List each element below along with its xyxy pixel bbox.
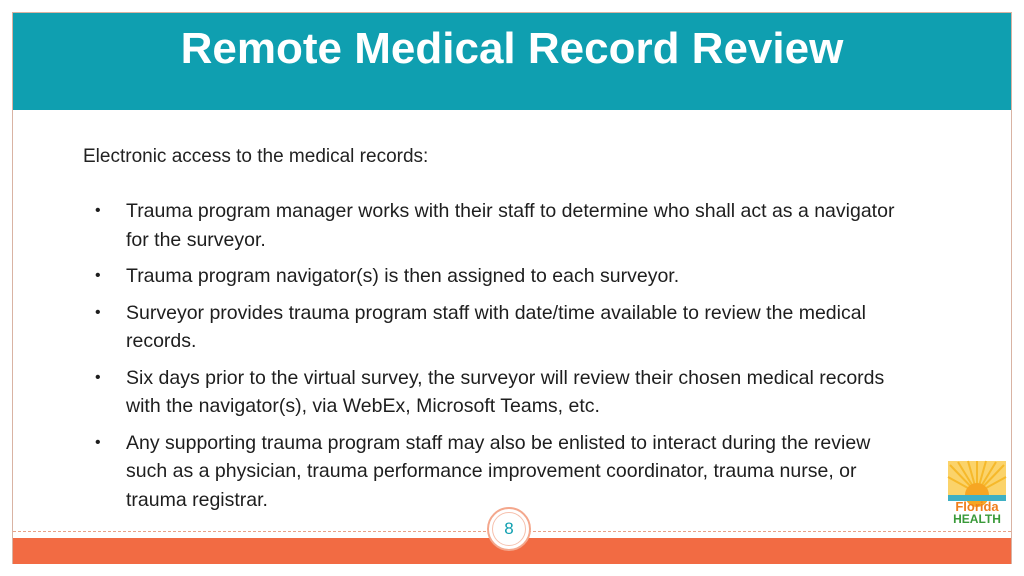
logo-line1: Florida (955, 499, 999, 514)
bullet-text: Any supporting trauma program staff may also be enlisted to interact during the review such as a physician, trauma performance improvement coordinator, trauma nurse, or trauma registrar. (126, 431, 871, 511)
bullet-icon: • (95, 202, 101, 219)
logo-line2: HEALTH (953, 512, 1001, 525)
bullet-text: Six days prior to the virtual survey, the surveyor will review their chosen medical records with the navigator(s), via WebEx, Microsoft Teams, etc. (126, 366, 885, 417)
intro-text: Electronic access to the medical records: (83, 146, 429, 167)
bullet-icon: • (95, 433, 101, 451)
page-number: 8 (492, 512, 526, 546)
page-number-badge (487, 507, 531, 551)
florida-health-logo (946, 459, 1008, 525)
list-item (95, 299, 915, 356)
bullet-icon: • (95, 267, 101, 284)
bullet-icon: • (95, 368, 101, 386)
slide-title: Remote Medical Record Review (180, 24, 844, 73)
bullet-list (95, 197, 915, 522)
bullet-text: Trauma program manager works with their staff to determine who shall act as a navigator for the surveyor. (126, 200, 895, 251)
bullet-text: Surveyor provides trauma program staff with date/time available to review the medical records. (126, 301, 866, 352)
list-item (95, 364, 915, 421)
list-item (95, 197, 915, 254)
bullet-icon: • (95, 303, 101, 321)
bullet-text: Trauma program navigator(s) is then assigned to each surveyor. (126, 265, 680, 287)
list-item (95, 262, 915, 291)
list-item (95, 429, 915, 515)
